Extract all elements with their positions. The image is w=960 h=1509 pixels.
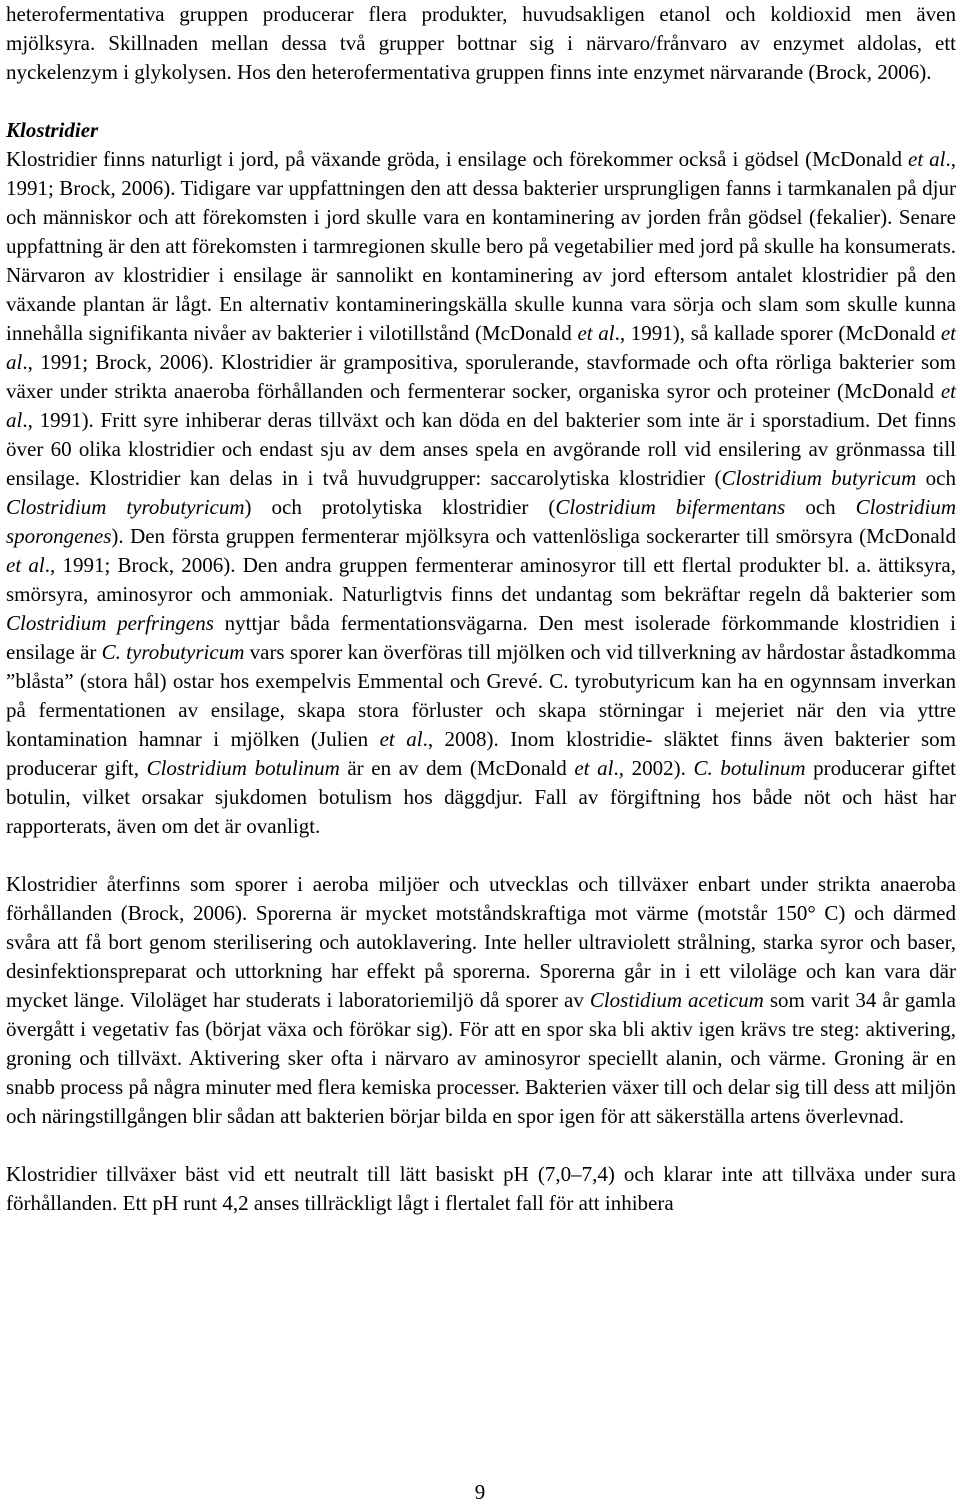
text-run: producerar giftet botulin, vilket orsakar sjukdomen botulism hos däggdjur. Fall av förgiftning hos både nöt och häst har rapporterats, även om det är ovanligt. bbox=[6, 756, 956, 838]
italic-text-run: Clostridium botulinum bbox=[146, 756, 340, 780]
italic-text-run: et al bbox=[379, 727, 423, 751]
paragraph-spacer bbox=[6, 841, 956, 870]
text-run: ) och protolytiska klostridier ( bbox=[244, 495, 556, 519]
italic-text-run: et al bbox=[908, 147, 946, 171]
section-heading: Klostridier bbox=[6, 118, 99, 142]
italic-text-run: et al bbox=[6, 379, 956, 432]
document-page bbox=[6, 0, 956, 1218]
italic-text-run: Clostridium perfringens bbox=[6, 611, 214, 635]
text-run: är en av dem (McDonald bbox=[339, 756, 575, 780]
text-run: ., 1991), så kallade sporer (McDonald bbox=[614, 321, 941, 345]
text-run: ., 1991; Brock, 2006). Den andra gruppen fermenterar aminosyror till ett flertal produkter bl. a. ättiksyra, smörsyra, aminosyror och ammoniak. Naturligtvis finns det undantag som bekräftar regeln då bakterier som bbox=[6, 553, 956, 606]
text-run: Klostridier finns naturligt i jord, på växande gröda, i ensilage och förekommer också i gödsel (McDonald bbox=[6, 147, 908, 171]
paragraph-spacer bbox=[6, 87, 956, 116]
italic-text-run: et al bbox=[574, 756, 614, 780]
text-run: och bbox=[785, 495, 856, 519]
text-run: ., 1991). Fritt syre inhiberar deras tillväxt och kan döda en del bakterier som inte är i sporstadium. Det finns över 60 olika klostridier och endast sju av dem anses spela en avgörande roll vid ensilering av grönmassa till ensilage. Klostridier kan delas in i två huvudgrupper: saccarolytiska klostridier ( bbox=[6, 408, 956, 490]
italic-text-run: C. botulinum bbox=[693, 756, 806, 780]
italic-text-run: Clostridium sporongenes bbox=[6, 495, 956, 548]
paragraph-sporer bbox=[6, 870, 956, 1131]
text-run: som varit 34 år gamla övergått i vegetativ fas (börjat växa och förökar sig). För att en spor ska bli aktiv igen krävs tre steg: aktivering, groning och tillväxt. Aktivering sker ofta i närvaro av aminosyror speciellt alanin, och värme. Groning är en snabb process på några minuter med flera kemiska processer. Bakterien växer till och delar sig till dess att miljön och näringstillgången blir sådan att bakterien börjar bilda en spor igen för att säkerställa artens överlevnad. bbox=[6, 988, 957, 1128]
italic-text-run: et al bbox=[577, 321, 615, 345]
text-run: och bbox=[916, 466, 956, 490]
text-run: ., 1991; Brock, 2006). Klostridier är grampositiva, sporulerande, stavformade och ofta rörliga bakterier som växer under strikta anaeroba förhållanden och fermenterar socker, organiska syror och proteiner (McDonald bbox=[6, 350, 956, 403]
text-run: ., 2002). bbox=[613, 756, 694, 780]
italic-text-run: C. tyrobutyricum bbox=[101, 640, 245, 664]
italic-text-run: Clostridium tyrobutyricum bbox=[6, 495, 245, 519]
paragraph-klostridier bbox=[6, 145, 956, 841]
paragraph-ph bbox=[6, 1160, 956, 1218]
intro-paragraph: heterofermentativa gruppen producerar flera produkter, huvudsakligen etanol och koldioxid men även mjölksyra. Skillnaden mellan dessa två grupper bottnar sig i närvaro/frånvaro av enzymet aldolas, ett nyckelenzym i glykolysen. Hos den heterofermentativa gruppen finns inte enzymet närvarande (Brock, 2006). bbox=[6, 2, 956, 84]
page-number: 9 bbox=[474, 1480, 486, 1504]
text-run: ., 2008). Inom klostridie- släktet finns även bakterier som producerar gift, bbox=[6, 727, 956, 780]
italic-text-run: Clostidium aceticum bbox=[589, 988, 764, 1012]
text-run: nyttjar båda fermentationsvägarna. Den mest isolerade förkommande klostridien i ensilage är bbox=[6, 611, 956, 664]
text-run: ). Den första gruppen fermenterar mjölksyra och vattenlösliga sockerarter till smörsyra (McDonald bbox=[111, 524, 956, 548]
italic-text-run: et al bbox=[6, 321, 956, 374]
text-run: Klostridier återfinns som sporer i aeroba miljöer och utvecklas och tillväxer enbart under strikta anaeroba förhållanden (Brock, 2006). Sporerna är mycket motståndskraftiga mot värme (motstår 150° C) och därmed svåra att få bort genom sterilisering och autoklavering. Inte heller ultraviolett strålning, starka syror och baser, desinfektionspreparat och uttorkning har effekt på sporerna. Sporerna går in i ett viloläge och kan vara där mycket länge. Viloläget har studerats i laboratoriemiljö då sporer av bbox=[6, 872, 956, 1012]
text-run: vars sporer kan överföras till mjölken och vid tillverkning av hårdostar åstadkomma ”blåsta” (stora hål) ostar hos exempelvis Emmental och Grevé. C. tyrobutyricum kan ha en ogynnsam inverkan på fermentationen av ensilage, skapa stora förluster och skapa störningar i mejeriet när den via yttre kontamination hamnar i mjölken (Julien bbox=[6, 640, 956, 751]
italic-text-run: Clostridium butyricum bbox=[721, 466, 917, 490]
italic-text-run: et al bbox=[6, 553, 45, 577]
italic-text-run: Clostridium bifermentans bbox=[555, 495, 786, 519]
paragraph-spacer bbox=[6, 1131, 956, 1160]
text-run: ., 1991; Brock, 2006). Tidigare var uppfattningen den att dessa bakterier ursprungligen fanns i tarmkanalen på djur och människor och att förekomsten i jord skulle vara en kontaminering av jorden från gödsel (fekalier). Senare uppfattning är den att förekomsten i tarmregionen skulle bero på vegetabilier med jord på skulle ha konsumerats. Närvaron av klostridier i ensilage är sannolikt en kontaminering av jord eftersom antalet klostridier på den växande plantan är lågt. En alternativ kontamineringskälla skulle kunna vara sörja och slam som skulle kunna innehålla signifikanta nivåer av bakterier i vilotillstånd (McDonald bbox=[6, 147, 956, 345]
text-run: Klostridier tillväxer bäst vid ett neutralt till lätt basiskt pH (7,0–7,4) och klarar inte att tillväxa under sura förhållanden. Ett pH runt 4,2 anses tillräckligt lågt i flertalet fall för att inhibera bbox=[6, 1162, 956, 1215]
